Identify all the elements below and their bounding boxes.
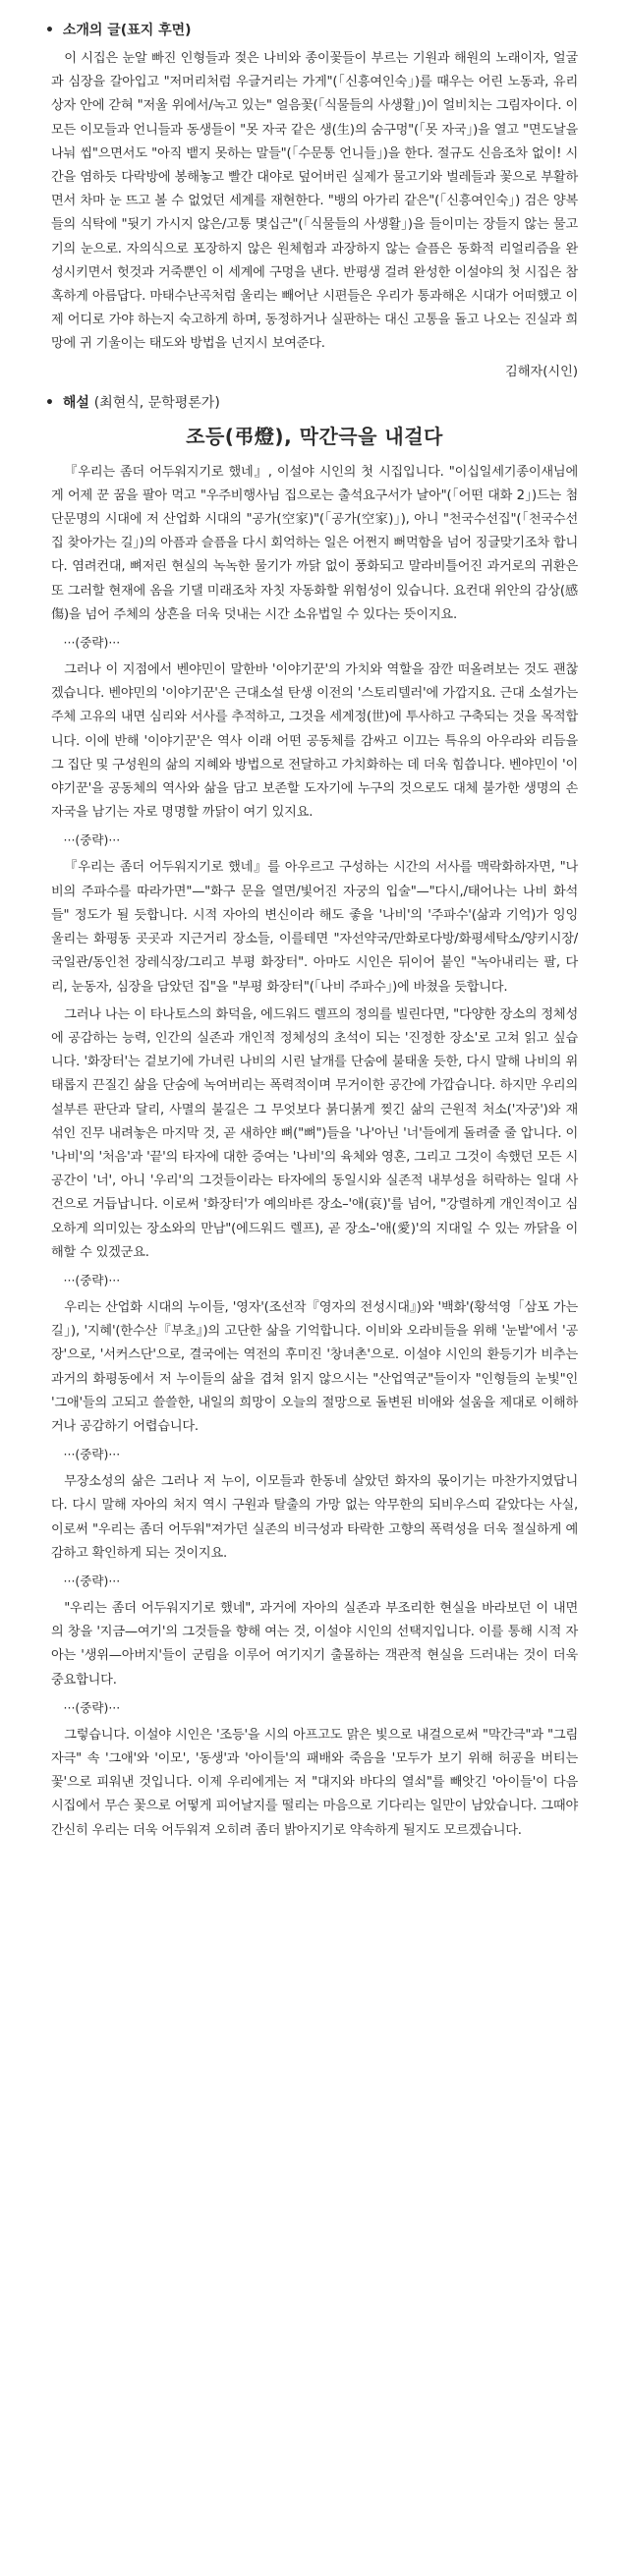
bullet-icon: • [45, 394, 54, 411]
essay-paragraph: 무장소성의 삶은 그러나 저 누이, 이모들과 한동네 살았던 화자의 몫이기는 마찬가지였답니다. 다시 말해 자아의 처지 역시 구원과 탈출의 가망 없는 악무한의 되비우스띠 같았다는 사실, 이로써 "우리는 좀더 어두워"져가던 실존의 비극성과 타락한 고향의 폭력성을 더욱 절실하게 예감하고 확인하게 되는 것이지요. [51, 1474, 578, 1561]
commentary-author: (최현식, 문학평론가) [93, 394, 220, 411]
omission-mark: ···(중략)··· [63, 1573, 121, 1588]
essay-paragraph: 그러나 나는 이 타나토스의 화덕을, 에드워드 렐프의 정의를 빌린다면, "다양한 장소의 정체성에 공감하는 능력, 인간의 실존과 개인적 정체성의 초석이 되는 '진정한 장소'로 고쳐 읽고 싶습니다. '화장터'는 겉보기에 가녀린 나비의 시린 날개를 단숨에 불태울 듯한, 다시 말해 나비의 위태롭지 끈질긴 삶을 단숨에 녹여버리는 폭력적이며 무거이한 공간에 가깝습니다. 하지만 우리의 설부른 판단과 달리, 사멸의 불길은 그 무엇보다 붉디붉게 찢긴 삶의 근원적 처소('자궁')와 재 섞인 진무 내려놓은 마지막 것, 곧 새하얀 뼈("뼈")들을 '나'아닌 '너'들에게 돌려줄 줄 압니다. 이 '나비'의 '처음'과 '끝'의 타자에 대한 증여는 '나비'의 육체와 영혼, 그리고 그것이 속했던 모든 시공간이 '너', 아니 '우리'의 그것들이라는 타자에의 동일시와 실존적 내부성을 허락하는 일대 사건으로 거듭납니다. 이로써 '화장터'가 예의바른 장소–'애(哀)'를 넘어, "강렬하게 개인적이고 심오하게 의미있는 장소와의 만남"(에드워드 렐프), 곧 장소–'애(愛)'의 지대일 수 있는 까닭을 이해할 수 있겠군요. [51, 1006, 578, 1260]
essay-paragraph: "우리는 좀더 어두워지기로 했네", 과거에 자아의 실존과 부조리한 현실을 바라보던 이 내면의 창을 '지금—여기'의 그것들을 향해 여는 것, 이설야 시인의 선택지입니다. 이를 통해 시적 자아는 '생위—아버지'들이 군림을 이루어 여기지기 출몰하는 객관적 현실을 드러내는 것이 더욱 중요합니다. [51, 1600, 578, 1688]
commentary-heading [45, 392, 578, 414]
intro-paragraph: 이 시집은 눈알 빠진 인형들과 젖은 나비와 종이꽃들이 부르는 기원과 해원의 노래이자, 얼굴과 심장을 갈아입고 "저머리처럼 우글거리는 가게"(「신흥여인숙」)를 때우는 어린 노동과, 유리상자 안에 갇혀 "저울 위에서/녹고 있는" 얼음꽃(「식물들의 사생활」)이 얼비치는 그림자이다. 이 모든 이모들과 언니들과 동생들이 "못 자국 같은 생(生)의 숨구멍"(「못 자국」)을 열고 "면도날을 나눠 씹"으면서도 "아직 뱉지 못하는 말들"(「수문통 언니들」)을 한다. 절규도 신음조차 없이! 시간을 염하듯 다락방에 봉해놓고 빨간 대야로 덮어버린 실제가 물고기와 벌레들과 꽃으로 부활하면서 차마 눈 뜨고 볼 수 없었던 세계를 재현한다. "뱅의 아가리 같은"(「신흥여인숙」) 검은 양복들의 식탁에 "뒷기 가시지 않은/고통 몇십근"(「식물들의 사생활」)을 들이미는 장들지 않는 물고기의 눈으로. 자의식으로 포장하지 않은 원체험과 과장하지 않는 슬픔은 동화적 리얼리즘을 완성시키면서 헛것과 거죽뿐인 이 세계에 구멍을 낸다. 반평생 걸려 완성한 이설야의 첫 시집은 참혹하게 아름답다. 마태수난곡처럼 울리는 빼어난 시편들은 우리가 통과해온 시대가 어떠했고 이제 어디로 가야 하는지 숙고하게 하며, 동정하거나 실판하는 대신 고통을 돌고 나오는 진실과 희망에 귀 기울이는 태도와 방법을 넌지시 보여준다. [51, 51, 578, 352]
essay-paragraph: 그렇습니다. 이설야 시인은 '조등'을 시의 아프고도 맑은 빛으로 내걸으로써 "막간극"과 "그림자극" 속 '그애'와 '이모', '동생'과 '아이들'의 패배와 죽음을 '모두가 보기 위해 허공을 버티는 꽃'으로 피워낸 것입니다. 이제 우리에게는 저 "대지와 바다의 열쇠"를 빼앗긴 '아이들'이 다음 시집에서 무슨 꽃으로 어떻게 피어날지를 떨리는 마음으로 기다리는 일만이 남았습니다. 그때야 간신히 우리는 더욱 어두워져 오히려 좀더 밝아지기로 약속하게 될지도 모르겠습니다. [51, 1727, 578, 1838]
essay-paragraph: 우리는 산업화 시대의 누이들, '영자'(조선작『영자의 전성시대』)와 '백화'(황석영「삼포 가는 길」), '지혜'(한수산『부초』)의 고단한 삶을 기억합니다. 이비와 오라비들을 위해 '눈밭'에서 '공장'으로, '서커스단'으로, 결국에는 역전의 후미진 '창녀촌'으로. 이설야 시인의 환등기가 비추는 과거의 화평동에서 저 누이들의 삶을 겹쳐 읽지 않으시는 "산업역군"들이자 "인형들의 눈빛"인 '그애'들의 고되고 쓸쓸한, 내일의 희망이 오늘의 절망으로 돌변된 비애와 설움을 제대로 이해하거나 공감하기 어렵습니다. [51, 1299, 578, 1434]
intro-signature: 김해자(시인) [505, 364, 578, 379]
omission-mark: ···(중략)··· [63, 1447, 121, 1462]
omission-mark: ···(중략)··· [63, 1272, 121, 1288]
essay-paragraph: 그러나 이 지점에서 벤야민이 말한바 '이야기꾼'의 가치와 역할을 잠깐 떠올려보는 것도 괜찮겠습니다. 벤야민의 '이야기꾼'은 근대소설 탄생 이전의 '스토리텔러'에 가깝지요. 근대 소설가는 주체 고유의 내면 심리와 서사를 추적하고, 그것을 세계정(世)에 투사하고 구축되는 것을 목적합니다. 이에 반해 '이야기꾼'은 역사 이래 어떤 공동체를 감싸고 이끄는 특유의 아우라와 리듬을 그 집단 및 구성원의 삶의 지혜와 방법으로 전달하고 가치화하는 데 더욱 힘씁니다. 벤야민이 '이야기꾼'을 공동체의 역사와 삶을 담고 보존할 도자기에 누구의 것으로도 대체 불가한 생명의 손자국을 남기는 자로 명명할 까닭이 여기 있지요. [51, 662, 578, 821]
bullet-icon: • [45, 23, 54, 38]
intro-heading [45, 20, 578, 41]
omission-mark: ···(중략)··· [63, 832, 121, 848]
essay-title: 조등(弔燈), 막간극을 내걸다 [186, 424, 443, 448]
commentary-heading-text: 해설 [62, 394, 89, 411]
essay-paragraph: 『우리는 좀더 어두워지기로 했네』, 이설야 시인의 첫 시집입니다. "이십일세기종이새님에게 어제 꾼 꿈을 팔아 먹고 "우주비행사님 집으로는 출석요구서가 날아"(「어떤 대화 2」)드는 첨단문명의 시대에 저 산업화 시대의 "공가(空家)"(「공가(空家)」), 아니 "천국수선집"(「천국수선집 찾아가는 길」)의 아픔과 슬픔을 다시 회억하는 일은 어쩐지 뻐먹함을 넘어 징글맞기조차 합니다. 염려컨대, 뼈저린 현실의 녹녹한 물기가 까닭 없이 풍화되고 말라비틀어진 과거로의 귀환은 또 그러할 현재에 옴을 기댈 미래조차 자칫 자동화할 위험성이 있습니다. 요컨대 위안의 감상(感傷)을 넘어 주체의 상흔을 더욱 덧내는 시간 소유법일 수 있다는 뜻이지요. [51, 464, 578, 622]
omission-mark: ···(중략)··· [63, 635, 121, 651]
omission-mark: ···(중략)··· [63, 1699, 121, 1715]
intro-heading-text: 소개의 글(표지 후면) [62, 23, 192, 38]
essay-paragraph: 『우리는 좀더 어두워지기로 했네』를 아우르고 구성하는 시간의 서사를 맥락화하자면, "나비의 주파수를 따라가면"—"화구 문을 열면/빛어진 자궁의 입술"—"다시,/태어나는 나비 화석들" 정도가 될 듯합니다. 시적 자아의 변신이라 해도 좋을 '나비'의 '주파수'(삶과 기억)가 잉잉 울리는 화평동 곳곳과 지근거리 장소들, 이를테면 "자선약국/만화로다방/화평세탁소/양키시장/국일관/동인천 장레식장/그리고 부평 화장터". 아마도 시인은 뒤이어 붙인 "녹아내리는 팔, 다리, 눈동자, 심장을 담았던 집"을 "부평 화장터"(「나비 주파수」)에 바쳤을 듯합니다. [51, 860, 578, 995]
